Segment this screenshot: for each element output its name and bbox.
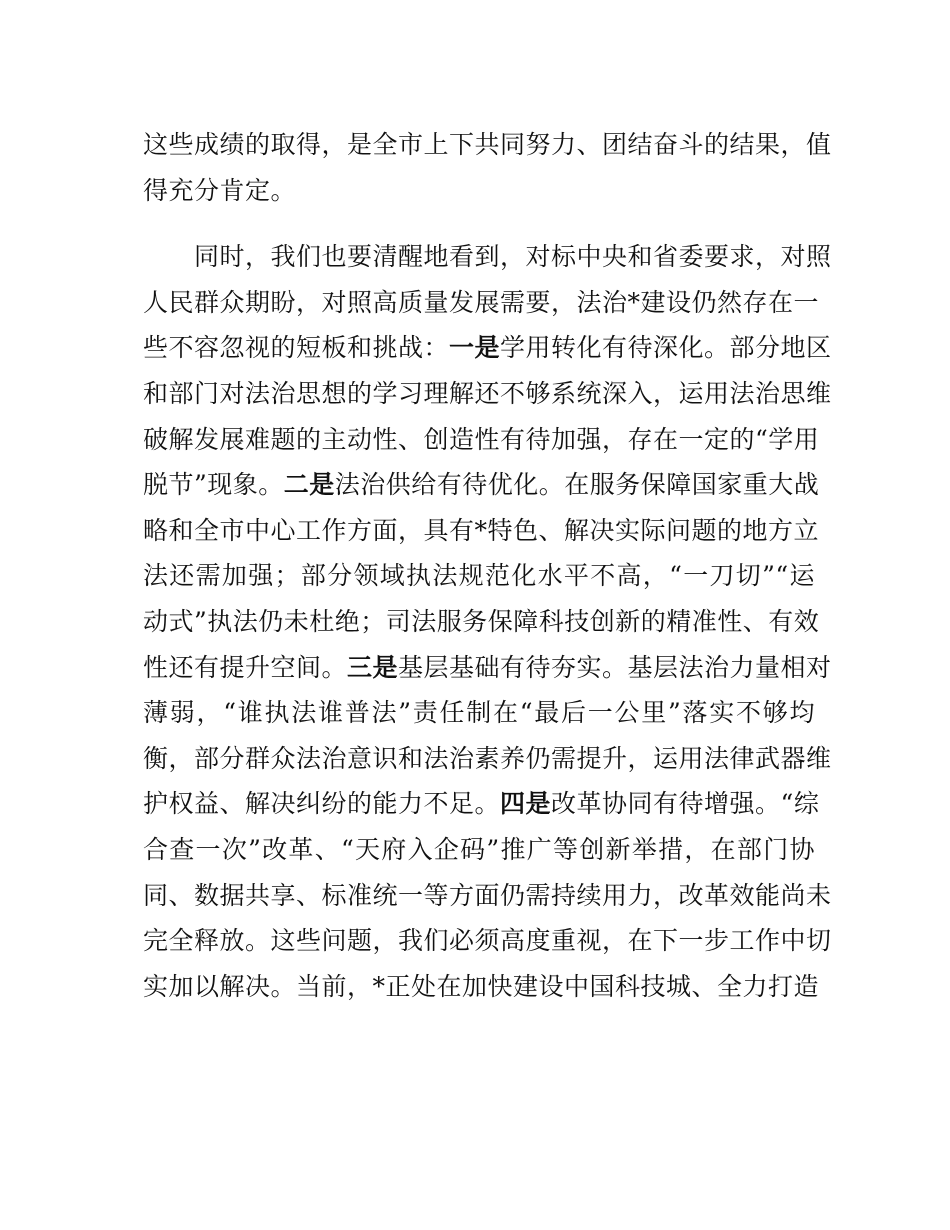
text-line: 薄弱，“谁执法谁普法”责任制在“最后一公里”落实不够均 [143,698,815,728]
text-line: 同、数据共享、标准统一等方面仍需持续用力，改革效能尚未 [143,880,832,910]
text-line: 完全释放。这些问题，我们必须高度重视，在下一步工作中切 [143,926,832,956]
text-line [143,645,832,691]
text-line: 实加以解决。当前，*正处在加快建设中国科技城、全力打造 [143,971,820,1001]
point-marker-three: 三是 [347,652,399,682]
text-segment: 性还有提升空间。 [143,652,348,682]
text-line: 和部门对法治思想的学习理解还不够系统深入，运用法治思维 [143,378,832,408]
paragraph-achievements [143,122,832,213]
text-line: 合查一次”改革、“天府入企码”推广等创新举措，在部门协 [143,834,815,864]
text-segment: 些不容忽视的短板和挑战： [143,333,450,363]
text-line [143,325,832,371]
text-line [143,462,820,508]
text-line: 破解发展难题的主动性、创造性有待加强，存在一定的“学用 [143,424,820,454]
text-line: 动式”执法仍未杜绝；司法服务保障科技创新的精准性、有效 [143,606,820,636]
text-segment: 改革协同有待增强。“综 [551,789,820,819]
point-marker-four: 四是 [500,789,552,819]
document-page [143,122,832,1009]
text-line: 人民群众期盼，对照高质量发展需要，法治*建设仍然存在一 [143,287,820,317]
text-segment: 基层基础有待夯实。基层法治力量相对 [398,652,832,682]
paragraph-gap [143,213,815,234]
text-line: 衡，部分群众法治意识和法治素养仍需提升，运用法律武器维 [143,743,832,773]
paragraph-challenges [143,234,832,1009]
text-line: 法还需加强；部分领域执法规范化水平不高，“一刀切”“运 [143,561,815,591]
text-line: 同时，我们也要清醒地看到，对标中央和省委要求，对照 [143,242,832,272]
text-line: 这些成绩的取得，是全市上下共同努力、团结奋斗的结果，值 [143,130,832,159]
point-marker-two: 二是 [283,470,335,500]
text-line [143,781,820,827]
text-segment: 脱节”现象。 [143,470,284,500]
text-line: 得充分肯定。 [143,175,297,205]
text-segment: 护权益、解决纠纷的能力不足。 [143,789,501,819]
text-segment: 法治供给有待优化。在服务保障国家重大战 [334,470,820,500]
text-line: 略和全市中心工作方面，具有*特色、解决实际问题的地方立 [143,515,820,545]
text-segment: 学用转化有待深化。部分地区 [500,333,832,363]
point-marker-one: 一是 [449,333,501,363]
